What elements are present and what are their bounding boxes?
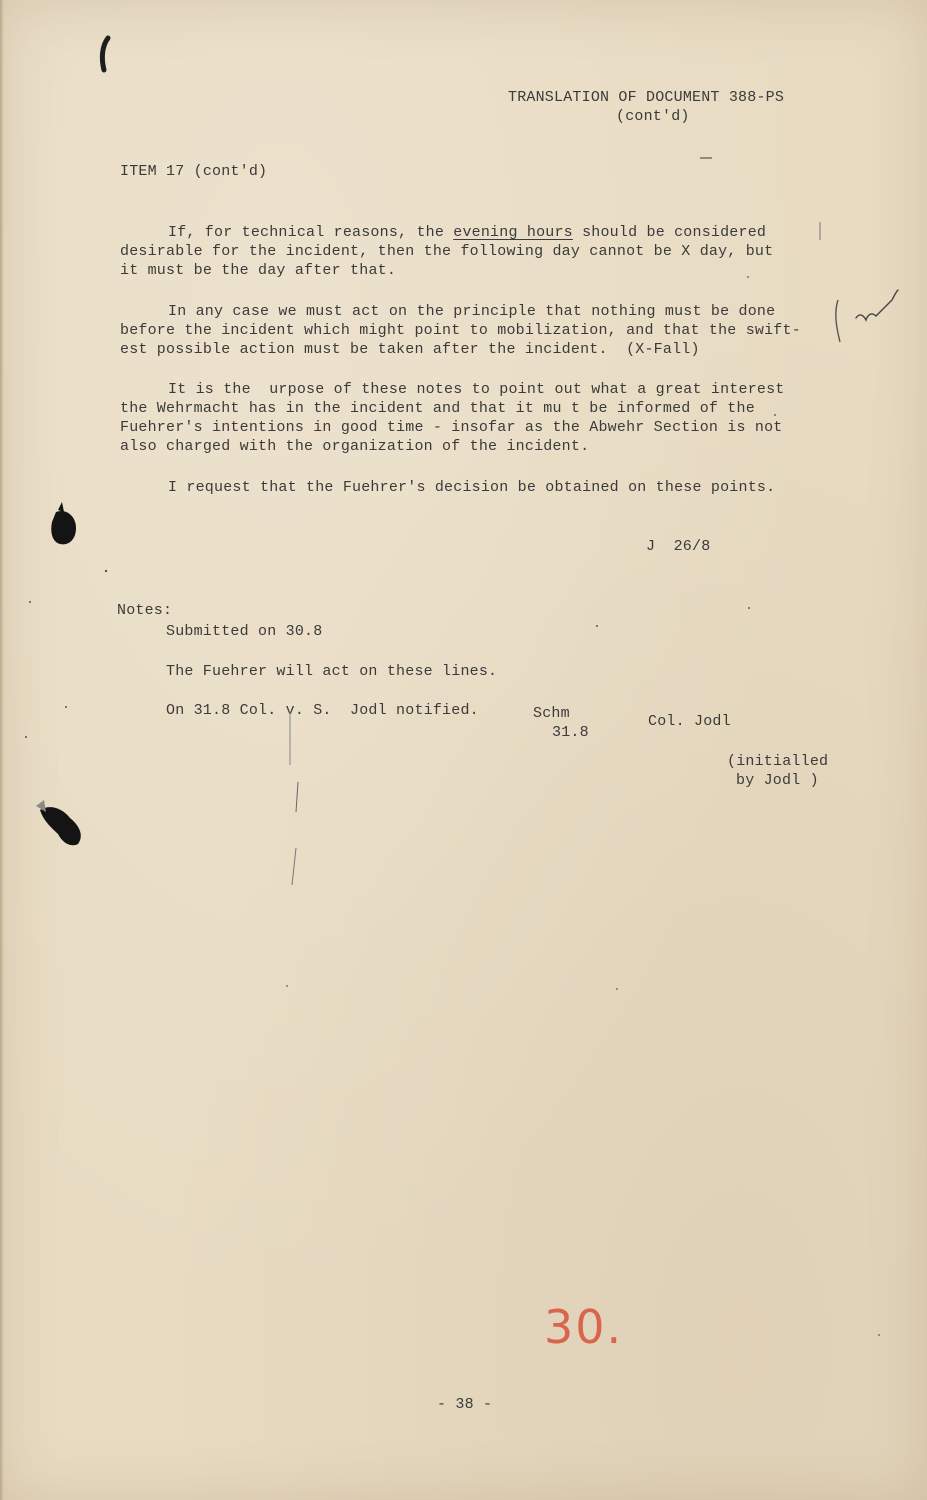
paragraph-2-line-3: est possible action must be taken after the incident. (X-Fall): [120, 341, 700, 358]
paper-speck: [596, 625, 598, 627]
paper-speck: [286, 985, 288, 987]
notes-col-jodl: Col. Jodl: [648, 713, 731, 730]
paper-speck: [774, 414, 776, 416]
paper-speck: [29, 601, 31, 603]
paragraph-3-line-2: the Wehrmacht has in the incident and that it mu t be informed of the: [120, 400, 755, 417]
underlined-evening-hours: evening hours: [453, 224, 573, 241]
pencil-line-mark: [296, 782, 298, 812]
handwritten-page-number: 30.: [544, 1300, 624, 1354]
pencil-stroke-mark: [102, 38, 108, 70]
page-footer: - 38 -: [437, 1396, 493, 1413]
notes-initialled-line-2: by Jodl ): [736, 772, 819, 789]
paper-speck: [747, 276, 749, 278]
paragraph-1-text: If, for technical reasons, the: [168, 224, 454, 241]
paragraph-3-line-4: also charged with the organization of the incident.: [120, 438, 590, 455]
paper-speck: [65, 706, 67, 708]
notes-fuehrer-line: The Fuehrer will act on these lines.: [166, 663, 498, 680]
paper-speck: [748, 607, 750, 609]
paper-speck: [616, 988, 618, 990]
paper-speck: [105, 570, 107, 572]
document-title: TRANSLATION OF DOCUMENT 388-PS: [508, 89, 785, 106]
paper-speck: [25, 736, 27, 738]
document-title-continued: (cont'd): [616, 108, 690, 125]
paragraph-2-line-1: In any case we must act on the principle that nothing must be done: [168, 303, 776, 320]
notes-submitted: Submitted on 30.8: [166, 623, 323, 640]
handwritten-initial-mark: [856, 290, 898, 320]
paragraph-4-line-1: I request that the Fuehrer's decision be obtained on these points.: [168, 479, 776, 496]
binding-hole-mark: [40, 807, 81, 845]
paper-speck: [878, 1334, 880, 1336]
binding-hole-mark: [51, 511, 76, 544]
item-heading: ITEM 17 (cont'd): [120, 163, 268, 180]
margin-bracket-mark: [836, 300, 840, 342]
binding-hole-mark: [58, 502, 64, 512]
paragraph-1-line-2: desirable for the incident, then the following day cannot be X day, but: [120, 243, 774, 260]
notes-notified: On 31.8 Col. v. S. Jodl notified.: [166, 702, 479, 719]
pencil-line-mark: [292, 848, 296, 885]
notes-initialled-line-1: (initialled: [727, 753, 829, 770]
paragraph-1-text: should be considered: [572, 224, 767, 241]
paragraph-3-line-1: It is the urpose of these notes to point out what a great interest: [168, 381, 785, 398]
paragraph-2-line-2: before the incident which might point to mobilization, and that the swift-: [120, 322, 801, 339]
paragraph-1-line-3: it must be the day after that.: [120, 262, 397, 279]
notes-label: Notes:: [117, 602, 173, 619]
notes-schm-name: Schm: [533, 705, 570, 722]
notes-schm-date: 31.8: [552, 724, 589, 741]
paragraph-3-line-3: Fuehrer's intentions in good time - insofar as the Abwehr Section is not: [120, 419, 783, 436]
signature-date: J 26/8: [646, 538, 711, 555]
